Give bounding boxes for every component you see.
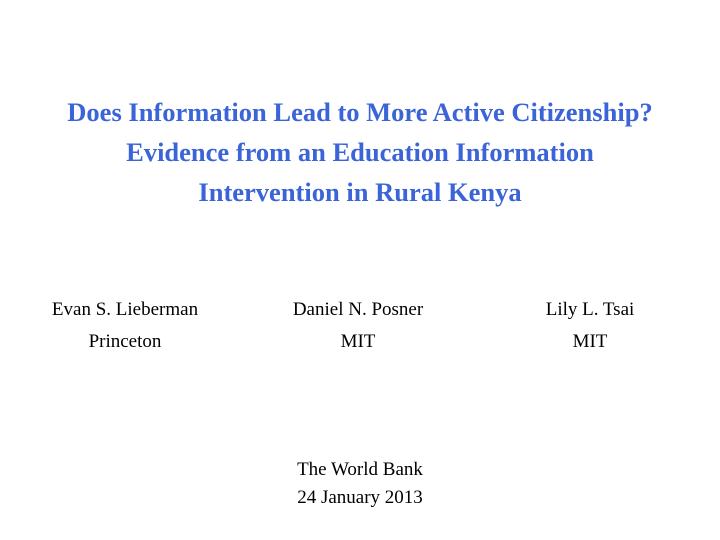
title-line-3: Intervention in Rural Kenya [198,177,522,207]
author-name: Evan S. Lieberman [51,299,199,320]
author-name: Lily L. Tsai [545,299,635,320]
author-affiliation: MIT [340,331,376,352]
venue-date: 24 January 2013 [297,487,423,508]
title-line-2: Evidence from an Education Information [126,137,594,167]
author-affiliation: Princeton [88,331,162,352]
author-2 [238,294,478,358]
author-name: Daniel N. Posner [292,299,424,320]
title-line-1: Does Information Lead to More Active Citizenship? [67,97,653,127]
author-affiliation: MIT [572,331,608,352]
author-list [0,294,720,374]
slide-title [0,92,720,212]
venue-organization: The World Bank [297,459,423,480]
author-1 [5,294,245,358]
author-3 [470,294,710,358]
venue-block [0,456,720,512]
